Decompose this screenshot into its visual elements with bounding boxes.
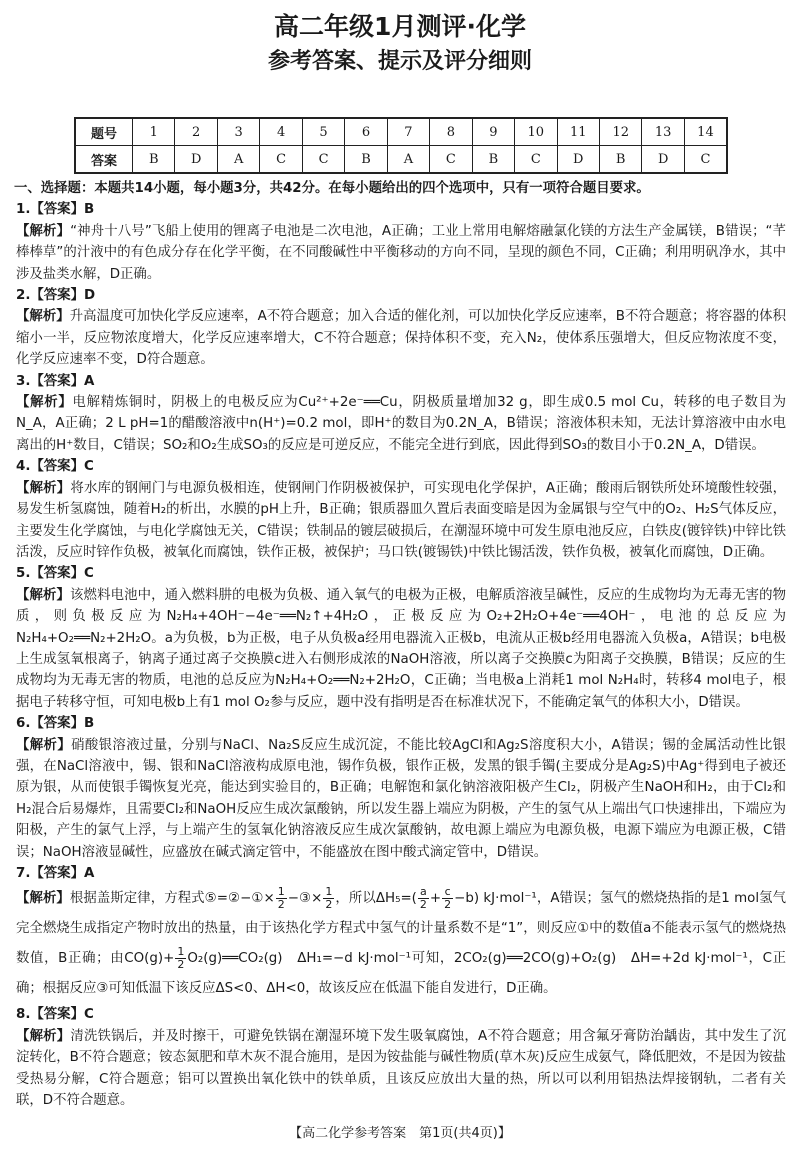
- explanation-text: +: [429, 891, 442, 907]
- question-number-cell: 8: [430, 118, 472, 146]
- answer-cell: C: [302, 146, 344, 174]
- analysis-label: 【解析】: [16, 309, 70, 325]
- analysis-label: 【解析】: [16, 480, 71, 496]
- question-explanation: [16, 221, 786, 285]
- question-number-cell: 1: [133, 118, 175, 146]
- question-number-cell: 4: [260, 118, 302, 146]
- question-answer-heading: 7.【答案】A: [16, 866, 95, 881]
- fraction: [276, 886, 287, 911]
- analysis-label: 【解析】: [16, 587, 71, 603]
- answer-cell: B: [345, 146, 387, 174]
- question-explanation: [16, 478, 786, 564]
- question-answer-heading: 1.【答案】B: [16, 202, 95, 218]
- question-number-cell: 7: [387, 118, 429, 146]
- explanation-text: 清洗铁锅后，并及时擦干，可避免铁锅在潮湿环境下发生吸氧腐蚀，A不符合题意；用含氟牙膏防治龋齿，其中发生了沉淀转化，B不符合题意；铵态氮肥和草木灰不混合施用，是因为铵盐能与碱性物质(草木灰)反应生成氨气，降低肥效，不是因为铵盐受热易分解，C符合题意；铝可以置换出氧化铁中的铁单质，且该反应放出大量的热，所以可以利用铝热法焊接钢轨，二者有关联，D不符合题意。: [16, 1028, 786, 1109]
- answer-table: [74, 117, 728, 174]
- analysis-label: 【解析】: [16, 1028, 71, 1044]
- fraction: [442, 886, 453, 911]
- answer-cell: D: [642, 146, 684, 174]
- question-answer-heading: 2.【答案】D: [16, 288, 96, 304]
- answer-cell: D: [557, 146, 599, 174]
- question-explanation: [16, 1026, 786, 1112]
- answer-cell: C: [260, 146, 302, 174]
- explanation-text: 根据盖斯定律，方程式⑤=②−①×: [69, 891, 275, 907]
- explanation-text: −b) kJ·mol⁻¹，A错误；氢气的燃烧热指的是1 mol氢气完全燃烧生成指定产物时放出的热量，由于该热化学方程式中氢气的计量系数不是“1”，则反应①中的数值a不能表示氢气的燃烧热数值，B正确；由CO(g)+: [16, 891, 786, 967]
- explanation-text: 将水库的钢闸门与电源负极相连，使钢闸门作阴极被保护，可实现电化学保护，A正确；酸雨后钢铁所处环境酸性较强，易发生析氢腐蚀，随着H₂的析出，水膜的pH上升，B正确；银质器皿久置后表面变暗是因为金属银与空气中的O₂、H₂S气体反应，主要发生化学腐蚀，与电化学腐蚀无关，C错误；铁制品的镀层破损后，在潮湿环境中可发生原电池反应，白铁皮(镀锌铁)中锌比铁活泼，反应时锌作负极，被氧化而腐蚀，铁作正极，被保护；马口铁(镀锡铁)中铁比锡活泼，铁作负极，被氧化而腐蚀，D正确。: [16, 480, 786, 560]
- question-explanation: [16, 585, 786, 713]
- explanation-text: 硝酸银溶液过量，分别与NaCl、Na₂S反应生成沉淀，不能比较AgCl和Ag₂S溶度积大小，A错误；锡的金属活动性比银强，在NaCl溶液中，锡、银和NaCl溶液构成原电池，锡作负极，银作正极，发黑的银手镯(主要成分是Ag₂S)中Ag⁺得到电子被还原为银，从而使银手镯恢复光亮，能达到实验目的，B正确；电解饱和氯化钠溶液阳极产生Cl₂，阴极产生NaOH和H₂，由于Cl₂和H₂混合后易爆炸，且需要Cl₂和NaOH反应生成次氯酸钠，所以发生器上端应为阴极，产生的氢气从上端出气口快速排出，下端应为阳极，产生的氯气上浮，与上端产生的氢氧化钠溶液反应生成次氯酸钠，故电源上端应为电源负极，电源下端应为电源正极，C错误；NaOH溶液显碱性，应盛放在碱式滴定管中，不能盛放在图中酸式滴定管中，D错误。: [16, 737, 786, 860]
- answer-row-header: 答案: [75, 146, 133, 174]
- question-number-cell: 14: [684, 118, 727, 146]
- answer-table-number-row: [75, 118, 727, 146]
- question-number-cell: 12: [599, 118, 641, 146]
- answer-table-answer-row: [75, 146, 727, 174]
- question-number-cell: 11: [557, 118, 599, 146]
- question-number-cell: 13: [642, 118, 684, 146]
- explanation-text: O₂(g)══CO₂(g) ΔH₁=−d kJ·mol⁻¹可知，2CO₂(g)══2CO(g)+O₂(g) ΔH=+2d kJ·mol⁻¹，C正确；根据反应③可知低温下该反应ΔS<0、ΔH<0，故该反应在低温下能自发进行，D正确。: [16, 951, 787, 997]
- answer-cell: A: [387, 146, 429, 174]
- fraction-denominator: 2: [177, 957, 185, 971]
- fraction-numerator: 1: [177, 944, 185, 958]
- question-number-cell: 2: [175, 118, 217, 146]
- analysis-label: 【解析】: [16, 395, 73, 411]
- question-answer-heading: 4.【答案】C: [16, 459, 94, 475]
- answer-cell: B: [599, 146, 641, 174]
- question-explanation: [16, 392, 786, 456]
- answer-cell: C: [430, 146, 472, 174]
- page-footer: 【高二化学参考答案 第1页(共4页)】: [289, 1126, 511, 1141]
- fraction-denominator: 2: [277, 897, 285, 911]
- explanation-text: 升高温度可加快化学反应速率，A不符合题意；加入合适的催化剂，可以加快化学反应速率，B不符合题意；将容器的体积缩小一半，反应物浓度增大，化学反应速率增大，C不符合题意；保持体积不变，充入N₂，使体系压强增大，但反应物浓度不变，化学反应速率不变，D符合题意。: [16, 309, 786, 368]
- question-number-cell: 5: [302, 118, 344, 146]
- question-explanation: [16, 884, 786, 1004]
- number-row-header: 题号: [75, 118, 133, 146]
- question-number-cell: 9: [472, 118, 514, 146]
- explanation-text: “神舟十八号”飞船上使用的锂离子电池是二次电池，A正确；工业上常用电解熔融氯化镁的方法生产金属镁，B错误；“芊棒棒草”的汁液中的有色成分存在化学平衡，在不同酸碱性中平衡移动的方向不同，呈现的颜色不同，C正确；利用明矾净水，其中涉及盐类水解，D正确。: [16, 223, 787, 282]
- fraction-numerator: c: [442, 886, 453, 899]
- question-answer-heading: 8.【答案】C: [16, 1007, 94, 1023]
- analysis-label: 【解析】: [16, 891, 70, 907]
- answer-cell: C: [515, 146, 557, 174]
- question-explanation: [16, 306, 786, 370]
- answer-explanations: [16, 178, 786, 1111]
- page-title: 高二年级1月测评·化学: [274, 12, 526, 41]
- page-subtitle: 参考答案、提示及评分细则: [267, 49, 532, 74]
- explanation-text: 该燃料电池中，通入燃料肼的电极为负极、通入氧气的电极为正极，电解质溶液呈碱性，反应的生成物均为无毒无害的物质，则负极反应为N₂H₄+4OH⁻−4e⁻══N₂↑+4H₂O，正极反应为O₂+2H₂O+4e⁻══4OH⁻，电池的总反应为N₂H₄+O₂══N₂+2H₂O。a为负极，b为正极，电子从负极a经用电器流入正极b，电流从正极b经用电器流入负极a，A错误；b电极上生成氢氧根离子，钠离子通过离子交换膜c进入右侧形成浓的NaOH溶液，所以离子交换膜c为阳离子交换膜，B错误；反应的生成物均为无毒无害的物质，电池的总反应为N₂H₄+O₂══N₂+2H₂O，C正确；当电极a上消耗1 mol N₂H₄时，转移4 mol电子，根据电子转移守恒，可知电极b上有1 mol O₂参与反应，题中没有指明是否在标准状况下，不能确定氧气的体积大小，D错误。: [16, 587, 786, 710]
- fraction: [323, 886, 334, 911]
- answer-cell: B: [472, 146, 514, 174]
- analysis-label: 【解析】: [16, 737, 72, 753]
- fraction-denominator: 2: [325, 897, 333, 911]
- question-number-cell: 6: [345, 118, 387, 146]
- fraction-numerator: 1: [277, 884, 285, 898]
- question-number-cell: 3: [217, 118, 259, 146]
- section-heading: 一、选择题：本题共14小题，每小题3分，共42分。在每小题给出的四个选项中，只有一项符合题目要求。: [14, 181, 650, 196]
- answer-cell: B: [133, 146, 175, 174]
- explanation-text: −③×: [287, 891, 323, 907]
- fraction: [418, 886, 429, 911]
- fraction-numerator: 1: [325, 884, 333, 898]
- question-answer-heading: 6.【答案】B: [16, 716, 95, 732]
- explanation-text: ，所以ΔH₅=(: [335, 891, 417, 907]
- question-answer-heading: 5.【答案】C: [16, 566, 94, 582]
- fraction-numerator: a: [418, 886, 429, 899]
- fraction-denominator: 2: [419, 897, 427, 911]
- analysis-label: 【解析】: [16, 223, 71, 239]
- fraction: [175, 946, 186, 971]
- question-explanation: [16, 735, 786, 863]
- fraction-denominator: 2: [444, 897, 452, 911]
- explanation-text: 电解精炼铜时，阴极上的电极反应为Cu²⁺+2e⁻══Cu，阴极质量增加32 g，即生成0.5 mol Cu，转移的电子数目为N_A，A正确；2 L pH=1的醋酸溶液中n(H⁺)=0.2 mol，即H⁺的数目为0.2N_A，B错误；溶液体积未知，无法计算溶液中由水电离出的H⁺数目，C错误；SO₂和O₂生成SO₃的反应是可逆反应，不能完全进行到底，因此得到SO₃的数目小于0.2N_A，D错误。: [16, 395, 786, 453]
- answer-cell: A: [217, 146, 259, 174]
- question-number-cell: 10: [515, 118, 557, 146]
- answer-cell: D: [175, 146, 217, 174]
- question-answer-heading: 3.【答案】A: [16, 373, 95, 389]
- answer-cell: C: [684, 146, 727, 174]
